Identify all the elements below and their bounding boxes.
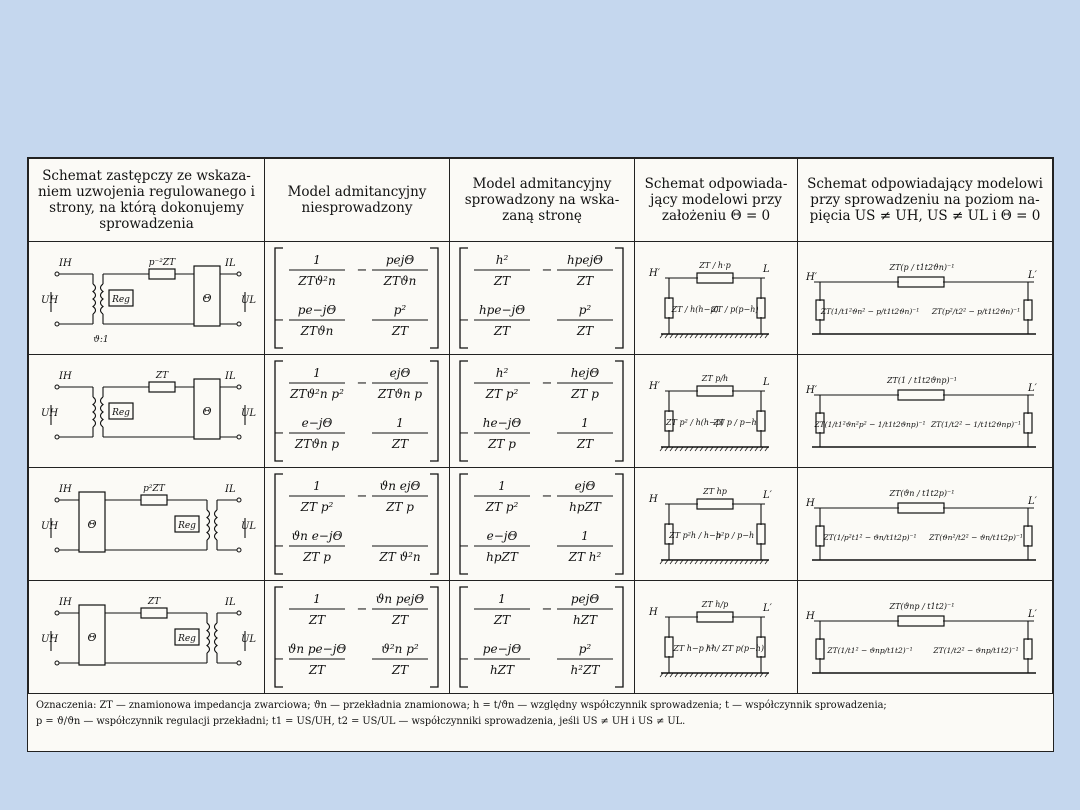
transformer-models-table — [28, 158, 1053, 694]
matrix-a12-numerator: ejΘ — [389, 366, 411, 380]
admittance-matrix — [450, 242, 633, 354]
minus-sign: − — [273, 652, 285, 667]
matrix-a21-denominator: ZT p — [488, 437, 516, 451]
matrix-a21-numerator: e−jΘ — [486, 529, 518, 543]
notation-footer — [28, 690, 1052, 750]
matrix-a11-numerator: 1 — [313, 253, 321, 267]
node-left-label: H′ — [806, 272, 817, 283]
model-row — [29, 242, 1053, 355]
node-right-label: L′ — [1028, 609, 1037, 620]
notation-line-1: Oznaczenia: ZT — znamionowa impedancja zwarciowa; ϑn — przekładnia znamionowa; h = t/ϑn — względny współczynnik sprowadzenia; t — współczynnik sprowadzenia; — [36, 700, 887, 711]
node-right-label: L′ — [1028, 270, 1037, 281]
matrix-a21-denominator: ZT — [493, 324, 511, 338]
node-right-label: L′ — [1028, 383, 1037, 394]
admittance-matrix — [265, 581, 448, 693]
voltage-uh-label: UH — [41, 521, 59, 532]
admittance-matrix — [450, 581, 633, 693]
matrix-a21-denominator: ZT — [308, 663, 326, 677]
shunt-left-label: ZT(1/t1²ϑn²p² − 1/t1t2ϑnp)⁻¹ — [814, 420, 926, 429]
matrix-a21-numerator: hpe−jΘ — [478, 303, 526, 317]
matrix-a12-denominator: hZT — [572, 613, 598, 627]
header-scheme-levels: Schemat odpowiadający modelowi przy sprowadzeniu na poziom na-pięcia US ≠ UH, US ≠ UL i Θ = 0 — [798, 159, 1053, 242]
admittance-matrix — [265, 355, 448, 467]
admittance-matrix — [265, 242, 448, 354]
matrix-a12-numerator: ϑn pejΘ — [375, 592, 425, 606]
matrix-a21-numerator: pe−jΘ — [297, 303, 337, 317]
series-impedance-label: p²ZT — [143, 484, 165, 494]
series-impedance — [149, 269, 175, 279]
current-ih-label: IH — [59, 371, 72, 382]
model-referred-cell — [450, 581, 635, 694]
matrix-a11-denominator: ZTϑ²n — [298, 274, 336, 288]
minus-sign: − — [458, 652, 470, 667]
scheme-theta0-cell — [635, 355, 798, 468]
circuit-cell — [29, 355, 265, 468]
minus-sign: − — [458, 313, 470, 328]
shunt-left-label: ZT(1/t1² − ϑnp/t1t2)⁻¹ — [827, 646, 913, 655]
matrix-a12-numerator: ϑn ejΘ — [379, 479, 421, 493]
voltage-ul-label: UL — [241, 521, 257, 532]
matrix-a21-numerator: pe−jΘ — [482, 642, 522, 656]
shunt-left-label: ZT(1/t1²ϑn² − p/t1t2ϑn)⁻¹ — [820, 307, 920, 316]
scheme-levels-cell — [798, 355, 1053, 468]
matrix-a21-numerator: he−jΘ — [482, 416, 522, 430]
matrix-a22-numerator: ϑ²n p² — [381, 642, 419, 656]
shunt-right-label: h² / ZT p(p−h) — [706, 644, 764, 653]
shunt-right-label: ZT(ϑn²/t2² − ϑn/t1t2p)⁻¹ — [929, 533, 1023, 542]
matrix-a22-denominator: ZT — [391, 663, 409, 677]
matrix-a12-denominator: ZT p — [386, 500, 414, 514]
circuit-diagram — [29, 355, 263, 467]
admittance-matrix — [450, 468, 633, 580]
header-model-referred: Model admitancyjny sprowadzony na wska-zaną stronę — [450, 159, 635, 242]
minus-sign: − — [356, 263, 368, 278]
model-referred-cell — [450, 242, 635, 355]
matrix-a21-denominator: ZT p — [303, 550, 331, 564]
pi-scheme-theta0 — [635, 581, 796, 693]
node-right-label: L′ — [1028, 496, 1037, 507]
matrix-a22-numerator: 1 — [396, 416, 404, 430]
document-sheet — [27, 157, 1054, 752]
circuit-diagram — [29, 468, 263, 580]
theta-label: Θ — [87, 518, 97, 531]
circuit-cell — [29, 581, 265, 694]
matrix-a11-numerator: 1 — [313, 366, 321, 380]
series-branch-label: ZT hp — [703, 487, 727, 496]
model-unreferred-cell — [265, 468, 450, 581]
matrix-a22-denominator: ZT — [576, 437, 594, 451]
matrix-a11-denominator: ZT p² — [300, 500, 334, 514]
shunt-right-label: ZT(1/t2² − 1/t1t2ϑnp)⁻¹ — [930, 420, 1022, 429]
header-row — [29, 159, 1053, 242]
matrix-a12-denominator: ZT p — [571, 387, 599, 401]
matrix-a12-numerator: hejΘ — [570, 366, 600, 380]
scheme-levels-cell — [798, 468, 1053, 581]
matrix-a22-numerator: 1 — [581, 416, 589, 430]
matrix-a11-denominator: ZT — [308, 613, 326, 627]
node-left-label: H′ — [806, 385, 817, 396]
ratio-label: ϑ:1 — [93, 335, 109, 345]
matrix-a22-numerator: p² — [578, 303, 592, 317]
reg-label: Reg — [112, 408, 130, 418]
matrix-a11-numerator: 1 — [313, 479, 321, 493]
admittance-matrix — [265, 468, 448, 580]
scheme-theta0-cell — [635, 468, 798, 581]
matrix-a21-numerator: ϑn e−jΘ — [291, 529, 343, 543]
series-branch-label: ZT p/h — [701, 374, 729, 383]
voltage-uh-label: UH — [41, 295, 59, 306]
matrix-a21-denominator: ZTϑn p — [294, 437, 340, 451]
node-right-label: L′ — [763, 603, 772, 614]
theta-label: Θ — [87, 631, 97, 644]
shunt-right-label: h²p / p−h — [715, 531, 755, 540]
circuit-diagram — [29, 242, 263, 354]
voltage-ul-label: UL — [241, 408, 257, 419]
minus-sign: − — [541, 376, 553, 391]
minus-sign: − — [356, 376, 368, 391]
theta-label: Θ — [202, 405, 212, 418]
model-row — [29, 581, 1053, 694]
current-il-label: IL — [225, 371, 236, 382]
node-right-label: L′ — [763, 490, 772, 501]
node-left-label: H — [649, 494, 658, 505]
voltage-ul-label: UL — [241, 634, 257, 645]
matrix-a22-denominator: ZT — [391, 324, 409, 338]
current-il-label: IL — [225, 484, 236, 495]
minus-sign: − — [458, 539, 470, 554]
circuit-cell — [29, 468, 265, 581]
header-circuit: Schemat zastępczy ze wskaza-niem uzwojenia regulowanego i strony, na którą dokonujemy sprowadzenia — [29, 159, 265, 242]
matrix-a21-denominator: hpZT — [486, 550, 518, 564]
node-right-label: L — [763, 377, 770, 388]
circuit-cell — [29, 242, 265, 355]
current-ih-label: IH — [59, 258, 72, 269]
shunt-left-label: ZT p²h / h−p — [669, 531, 721, 540]
theta-label: Θ — [202, 292, 212, 305]
shunt-right-label: ZT(1/t2² − ϑnp/t1t2)⁻¹ — [933, 646, 1019, 655]
series-branch-label: ZT(ϑn / t1t2p)⁻¹ — [889, 489, 955, 498]
matrix-a22-denominator: ZT — [391, 437, 409, 451]
series-impedance — [149, 382, 175, 392]
voltage-ul-label: UL — [241, 295, 257, 306]
scheme-levels-cell — [798, 242, 1053, 355]
voltage-uh-label: UH — [41, 408, 59, 419]
series-impedance-label: p⁻²ZT — [148, 258, 176, 268]
circuit-diagram — [29, 581, 263, 693]
matrix-a22-denominator: ZT ϑ²n — [379, 550, 421, 564]
shunt-right-label: ZT p / p−h — [713, 418, 757, 427]
matrix-a11-denominator: ZT p² — [485, 387, 519, 401]
current-il-label: IL — [225, 597, 236, 608]
matrix-a12-numerator: pejΘ — [385, 253, 415, 267]
shunt-left-label: ZT(1/p²t1² − ϑn/t1t2p)⁻¹ — [823, 533, 917, 542]
pi-scheme-levels — [798, 468, 1051, 580]
scheme-levels-cell — [798, 581, 1053, 694]
model-unreferred-cell — [265, 581, 450, 694]
matrix-a12-denominator: ZTϑn — [383, 274, 417, 288]
matrix-a12-denominator: hpZT — [569, 500, 601, 514]
matrix-a21-denominator: hZT — [489, 663, 515, 677]
series-branch-label: ZT(ϑnp / t1t2)⁻¹ — [889, 602, 955, 611]
pi-scheme-theta0 — [635, 468, 796, 580]
notation-line-2: p = ϑ/ϑn — współczynnik regulacji przekładni; t1 = US/UH, t2 = US/UL — współczynniki sprowadzenia, jeśli US ≠ UH i US ≠ UL. — [36, 716, 686, 727]
series-branch-label: ZT h/p — [701, 600, 729, 609]
header-model-unreferred: Model admitancyjny niesprowadzony — [265, 159, 450, 242]
node-left-label: H — [649, 607, 658, 618]
shunt-right-label: ZT / p(p−h) — [711, 305, 759, 314]
series-branch-label: ZT(p / t1t2ϑn)⁻¹ — [889, 263, 955, 272]
matrix-a11-numerator: 1 — [313, 592, 321, 606]
matrix-a22-denominator: ZT h² — [568, 550, 602, 564]
minus-sign: − — [273, 313, 285, 328]
series-impedance — [141, 608, 167, 618]
matrix-a21-numerator: e−jΘ — [301, 416, 333, 430]
minus-sign: − — [356, 602, 368, 617]
minus-sign: − — [541, 489, 553, 504]
pi-scheme-levels — [798, 355, 1051, 467]
matrix-a12-denominator: ZT — [391, 613, 409, 627]
minus-sign: − — [273, 426, 285, 441]
reg-label: Reg — [178, 634, 196, 644]
model-unreferred-cell — [265, 355, 450, 468]
matrix-a12-denominator: ZT — [576, 274, 594, 288]
matrix-a12-numerator: hpejΘ — [566, 253, 604, 267]
matrix-a11-numerator: 1 — [498, 592, 506, 606]
matrix-a22-numerator: p² — [578, 642, 592, 656]
matrix-a22-denominator: ZT — [576, 324, 594, 338]
matrix-a11-denominator: ZTϑ²n p² — [290, 387, 344, 401]
scheme-theta0-cell — [635, 242, 798, 355]
matrix-a11-denominator: ZT — [493, 274, 511, 288]
node-left-label: H′ — [649, 268, 660, 279]
minus-sign: − — [541, 263, 553, 278]
matrix-a12-denominator: ZTϑn p — [377, 387, 423, 401]
matrix-a11-denominator: ZT — [493, 613, 511, 627]
matrix-a11-numerator: 1 — [498, 479, 506, 493]
node-right-label: L — [763, 264, 770, 275]
node-left-label: H′ — [649, 381, 660, 392]
model-row — [29, 468, 1053, 581]
shunt-right-label: ZT(p²/t2² − p/t1t2ϑn)⁻¹ — [931, 307, 1021, 316]
current-ih-label: IH — [59, 484, 72, 495]
matrix-a11-numerator: h² — [495, 253, 509, 267]
header-scheme-theta0: Schemat odpowiada-jący modelowi przy założeniu Θ = 0 — [635, 159, 798, 242]
matrix-a22-denominator: h²ZT — [570, 663, 600, 677]
reg-label: Reg — [178, 521, 196, 531]
matrix-a11-numerator: h² — [495, 366, 509, 380]
admittance-matrix — [450, 355, 633, 467]
shunt-left-label: ZT h−p / h — [673, 644, 717, 653]
minus-sign: − — [356, 489, 368, 504]
model-referred-cell — [450, 468, 635, 581]
pi-scheme-theta0 — [635, 355, 796, 467]
model-row — [29, 355, 1053, 468]
matrix-a12-numerator: ejΘ — [574, 479, 596, 493]
model-referred-cell — [450, 355, 635, 468]
matrix-a22-numerator: 1 — [581, 529, 589, 543]
series-branch-label: ZT / h·p — [699, 261, 731, 270]
pi-scheme-levels — [798, 581, 1051, 693]
matrix-a22-numerator: p² — [393, 303, 407, 317]
minus-sign: − — [273, 539, 285, 554]
matrix-a12-numerator: pejΘ — [570, 592, 600, 606]
matrix-a21-denominator: ZTϑn — [300, 324, 334, 338]
minus-sign: − — [458, 426, 470, 441]
minus-sign: − — [541, 602, 553, 617]
series-impedance — [141, 495, 167, 505]
pi-scheme-theta0 — [635, 242, 796, 354]
reg-label: Reg — [112, 295, 130, 305]
node-left-label: H — [806, 498, 815, 509]
current-ih-label: IH — [59, 597, 72, 608]
shunt-left-label: ZT p² / h(h−p) — [666, 418, 724, 427]
scheme-theta0-cell — [635, 581, 798, 694]
shunt-left-label: ZT / h(h−p) — [671, 305, 719, 314]
model-unreferred-cell — [265, 242, 450, 355]
series-impedance-label: ZT — [155, 371, 169, 381]
current-il-label: IL — [225, 258, 236, 269]
matrix-a21-numerator: ϑn pe−jΘ — [287, 642, 347, 656]
series-branch-label: ZT(1 / t1t2ϑnp)⁻¹ — [886, 376, 958, 385]
voltage-uh-label: UH — [41, 634, 59, 645]
node-left-label: H — [806, 611, 815, 622]
matrix-a11-denominator: ZT p² — [485, 500, 519, 514]
series-impedance-label: ZT — [147, 597, 161, 607]
pi-scheme-levels — [798, 242, 1051, 354]
